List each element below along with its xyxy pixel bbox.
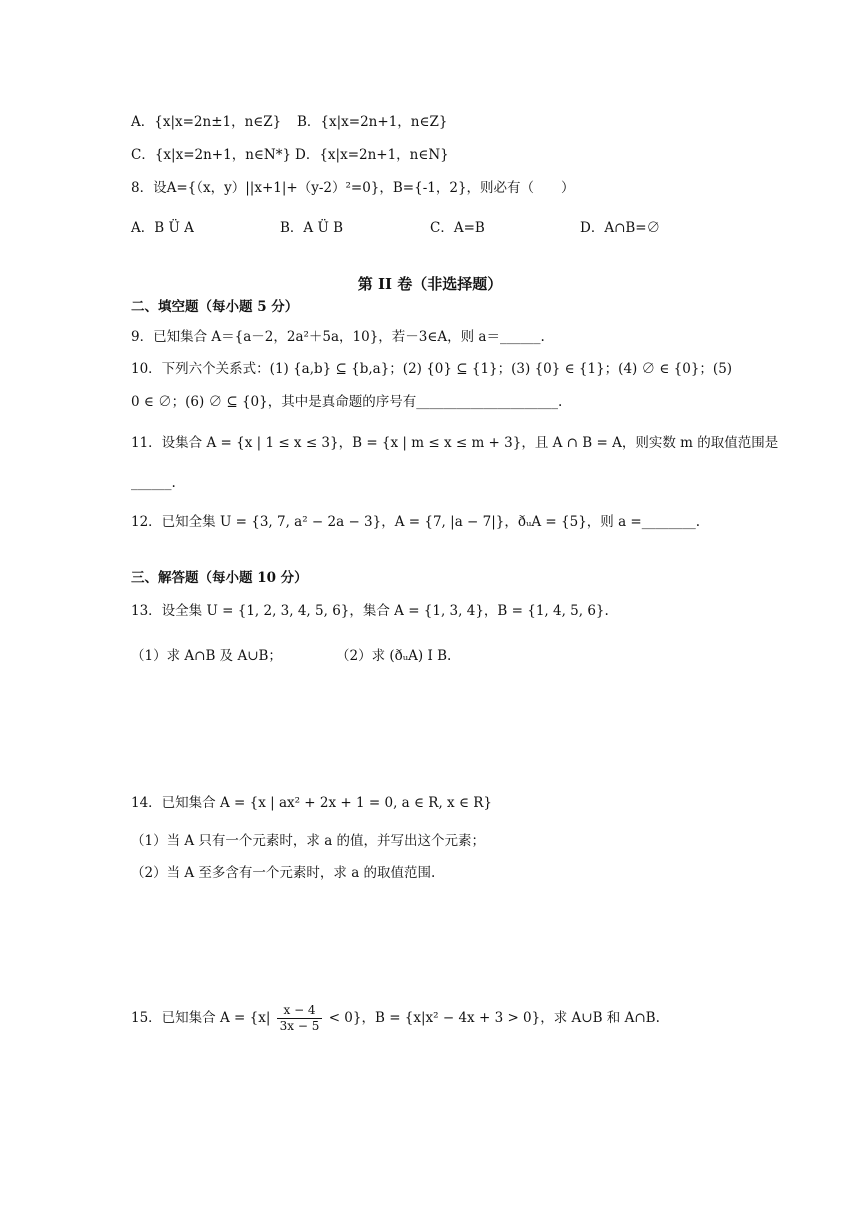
part2-title: 第 II 卷（非选择题）	[357, 275, 503, 293]
q8-option-a: A．B Ü A	[131, 220, 194, 236]
q14-part1: （1）当 A 只有一个元素时，求 a 的值，并写出这个元素；	[131, 833, 486, 849]
q8-option-d: D．A∩B=∅	[580, 220, 661, 236]
q15-fraction-numerator: x − 4	[277, 1003, 323, 1019]
q10-line2: 0 ∈ ∅；(6) ∅ ⊆ {0}，其中是真命题的序号有_____________________.	[131, 394, 563, 410]
q15-prefix: 15．已知集合 A = {x|	[131, 1010, 271, 1026]
q13-stem: 13．设全集 U = {1, 2, 3, 4, 5, 6}，集合 A = {1, 3, 4}，B = {1, 4, 5, 6}.	[131, 603, 609, 619]
q15-fraction	[277, 1003, 323, 1034]
q15-text	[131, 998, 660, 1038]
q10-line1: 10．下列六个关系式：(1) {a,b} ⊆ {b,a}；(2) {0} ⊆ {1}；(3) {0} ∈ {1}；(4) ∅ ∈ {0}；(5)	[131, 361, 733, 377]
q12-text: 12．已知全集 U = {3, 7, a² − 2a − 3}，A = {7, |a − 7|}，ðᵤA = {5}，则 a =________.	[131, 514, 701, 530]
section2-heading: 二、填空题（每小题 5 分）	[131, 299, 299, 315]
q7-option-c: C．{x|x=2n+1，n∈N*}	[131, 147, 292, 163]
section3-heading: 三、解答题（每小题 10 分）	[131, 570, 308, 586]
q8-option-c: C．A=B	[430, 220, 485, 236]
q8-option-b: B．A Ü B	[280, 220, 344, 236]
q15-suffix: < 0}，B = {x|x² − 4x + 3 > 0}，求 A∪B 和 A∩B.	[328, 1010, 660, 1026]
q9-text: 9．已知集合 A＝{a－2，2a²＋5a，10}，若－3∈A，则 a＝______.	[131, 329, 545, 345]
q13-part2: （2）求 (ðᵤA) I B.	[336, 648, 452, 664]
q14-part2: （2）当 A 至多含有一个元素时，求 a 的取值范围.	[131, 865, 436, 881]
q7-option-b: B．{x|x=2n+1，n∈Z}	[297, 114, 448, 130]
q11-line2: ______.	[131, 475, 176, 491]
q14-stem: 14．已知集合 A = {x | ax² + 2x + 1 = 0, a ∈ R, x ∈ R}	[131, 795, 492, 811]
q13-part1: （1）求 A∩B 及 A∪B；	[131, 648, 282, 664]
q11-line1: 11．设集合 A = {x | 1 ≤ x ≤ 3}，B = {x | m ≤ x ≤ m + 3}，且 A ∩ B = A，则实数 m 的取值范围是	[131, 435, 779, 451]
q7-option-d: D．{x|x=2n+1，n∈N}	[295, 147, 449, 163]
q15-fraction-denominator: 3x − 5	[279, 1019, 320, 1033]
q8-stem: 8．设A={（x，y）||x+1|+（y-2）²=0}，B={-1，2}，则必有（ ）	[131, 180, 575, 196]
q7-option-a: A．{x|x=2n±1，n∈Z}	[131, 114, 282, 130]
